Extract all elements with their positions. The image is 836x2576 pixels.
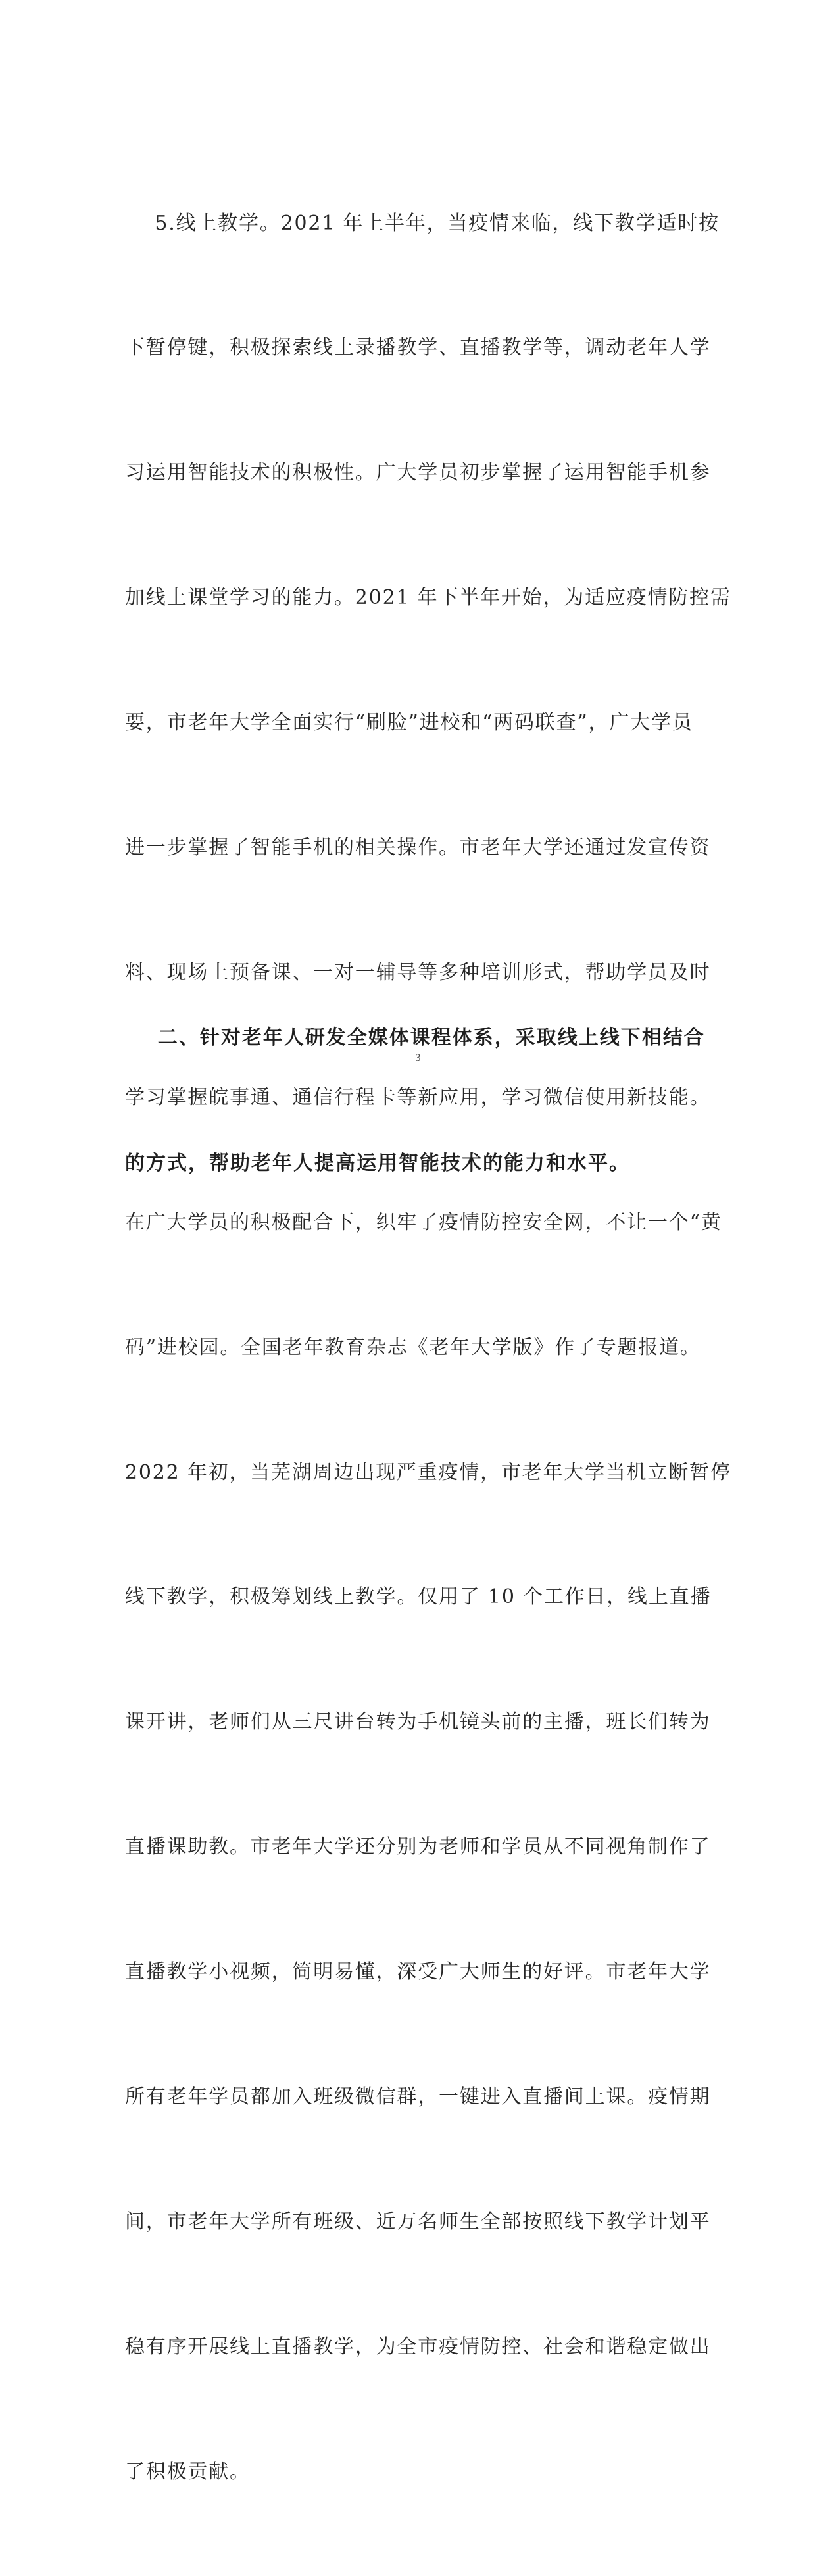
paragraph-line: 间，市老年大学所有班级、近万名师生全部按照线下教学计划平 [125, 2210, 711, 2233]
paragraph-line: 学习掌握皖事通、通信行程卡等新应用，学习微信使用新技能。 [125, 1085, 711, 1109]
paragraph-line: 习运用智能技术的积极性。广大学员初步掌握了运用智能手机参 [125, 461, 711, 485]
paragraph-line: 所有老年学员都加入班级微信群，一键进入直播间上课。疫情期 [125, 2085, 711, 2108]
heading-line: 二、针对老年人研发全媒体课程体系，采取线上线下相结合 [125, 1026, 705, 1049]
paragraph-line: 线下教学，积极筹划线上教学。仅用了 10 个工作日，线上直播 [125, 1585, 712, 1609]
heading-line: 的方式，帮助老年人提高运用智能技术的能力和水平。 [125, 1152, 630, 1176]
paragraph-line: 要，市老年大学全面实行“刷脸”进校和“两码联查”，广大学员 [125, 711, 693, 735]
paragraph-line: 直播教学小视频，简明易懂，深受广大师生的好评。市老年大学 [125, 1960, 711, 1984]
paragraph-line: 稳有序开展线上直播教学，为全市疫情防控、社会和谐稳定做出 [125, 2335, 711, 2358]
paragraph-line: 料、现场上预备课、一对一辅导等多种培训形式，帮助学员及时 [125, 960, 711, 984]
paragraph-line: 课开讲，老师们从三尺讲台转为手机镜头前的主播，班长们转为 [125, 1710, 711, 1734]
page-number: 3 [415, 1053, 421, 1064]
paragraph-line: 码”进校园。全国老年教育杂志《老年大学版》作了专题报道。 [125, 1335, 701, 1359]
paragraph-line: 进一步掌握了智能手机的相关操作。市老年大学还通过发宣传资 [125, 836, 711, 860]
paragraph-line: 下暂停键，积极探索线上录播教学、直播教学等，调动老年人学 [125, 336, 711, 360]
section-5-paragraph [125, 119, 731, 2576]
section-2-heading [125, 933, 722, 1269]
paragraph-line: 在广大学员的积极配合下，织牢了疫情防控安全网，不让一个“黄 [125, 1210, 722, 1234]
paragraph-line: 2022 年初，当芜湖周边出现严重疫情，市老年大学当机立断暂停 [125, 1460, 731, 1484]
paragraph-line: 了积极贡献。 [125, 2460, 251, 2483]
paragraph-line: 直播课助教。市老年大学还分别为老师和学员从不同视角制作了 [125, 1835, 711, 1859]
paragraph-line: 加线上课堂学习的能力。2021 年下半年开始，为适应疫情防控需 [125, 586, 731, 610]
paragraph-line: 5.线上教学。2021 年上半年，当疫情来临，线下教学适时按 [125, 211, 720, 235]
